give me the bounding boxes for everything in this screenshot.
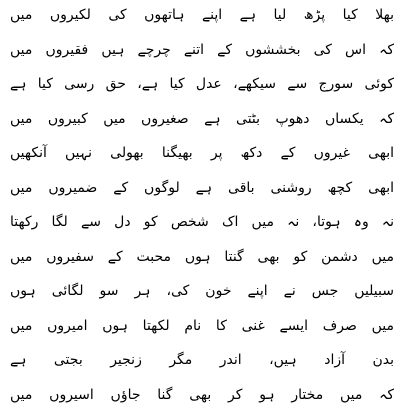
poem-line: نہ وہ ہوتا، نہ میں اک شخص کو دل سے لگا رکھتا: [10, 214, 394, 231]
poem-line: بدن آزاد ہیں، اندر مگر زنجیر بجتی ہے: [10, 352, 394, 369]
poem-line: کوئی سورج سے سیکھے، عدل کیا ہے، حق رسی کیا ہے: [10, 76, 394, 93]
poem-line: میں صرف ایسے غنی کا نام لکھتا ہوں امیروں میں: [10, 317, 394, 334]
poem-line: کہ میں مختار ہو کر بھی گنا جاؤں اسیروں میں: [10, 386, 394, 403]
poem-line: میں دشمن کو بھی گنتا ہوں محبت کے سفیروں میں: [10, 248, 394, 265]
poem-line: کہ اس کی بخششوں کے اتنے چرچے ہیں فقیروں میں: [10, 41, 394, 58]
poem-line: کہ یکساں دھوپ بٹتی ہے صغیروں میں کبیروں میں: [10, 110, 394, 127]
poem-page: [10, 4, 394, 406]
poem-line: ابھی غیروں کے دکھ پر بھیگنا بھولی نہیں آنکھیں: [10, 145, 394, 162]
poem-line: ابھی کچھ روشنی باقی ہے لوگوں کے ضمیروں میں: [10, 179, 394, 196]
poem-line: بھلا کیا پڑھ لیا ہے اپنے ہاتھوں کی لکیروں میں: [10, 7, 394, 23]
poem-line: سبیلیں جس نے اپنے خون کی، ہر سو لگائی ہوں: [10, 283, 394, 300]
